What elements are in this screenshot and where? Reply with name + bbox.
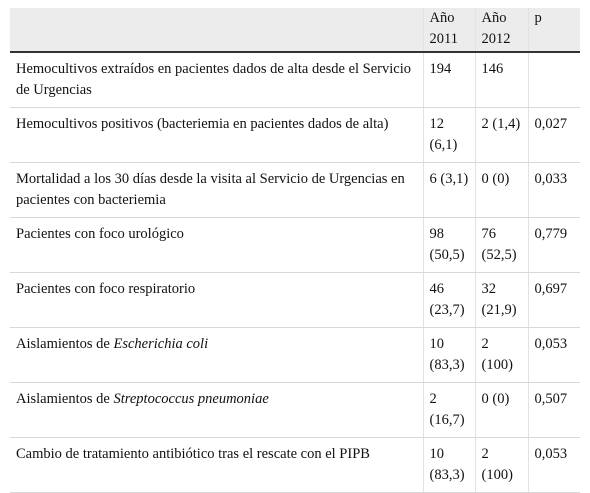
p-value: 0,697 xyxy=(528,273,580,328)
p-value: 0,053 xyxy=(528,438,580,493)
row-label: Mortalidad a los 30 días desde la visita al Servicio de Urgencias en pacientes con bacteriemia xyxy=(10,163,423,218)
results-table xyxy=(10,8,580,493)
p-value: 0,033 xyxy=(528,163,580,218)
header-year-2012: Año 2012 xyxy=(475,8,528,52)
value-2012: 0 (0) xyxy=(475,163,528,218)
table-row xyxy=(10,383,580,438)
value-2011: 6 (3,1) xyxy=(423,163,475,218)
row-label: Hemocultivos extraídos en pacientes dados de alta desde el Servicio de Urgencias xyxy=(10,52,423,108)
header-label-col xyxy=(10,8,423,52)
table-row xyxy=(10,273,580,328)
row-label: Pacientes con foco respiratorio xyxy=(10,273,423,328)
value-2011: 194 xyxy=(423,52,475,108)
header-row xyxy=(10,8,580,52)
row-label: Aislamientos de Streptococcus pneumoniae xyxy=(10,383,423,438)
value-2011: 12 (6,1) xyxy=(423,108,475,163)
table-row xyxy=(10,218,580,273)
value-2011: 10 (83,3) xyxy=(423,328,475,383)
value-2012: 2 (100) xyxy=(475,328,528,383)
row-label: Pacientes con foco urológico xyxy=(10,218,423,273)
p-value: 0,507 xyxy=(528,383,580,438)
row-label: Cambio de tratamiento antibiótico tras el rescate con el PIPB xyxy=(10,438,423,493)
value-2012: 76 (52,5) xyxy=(475,218,528,273)
value-2011: 46 (23,7) xyxy=(423,273,475,328)
value-2011: 10 (83,3) xyxy=(423,438,475,493)
header-year-2011: Año 2011 xyxy=(423,8,475,52)
table-row xyxy=(10,108,580,163)
p-value: 0,027 xyxy=(528,108,580,163)
value-2011: 2 (16,7) xyxy=(423,383,475,438)
value-2011: 98 (50,5) xyxy=(423,218,475,273)
row-label: Hemocultivos positivos (bacteriemia en pacientes dados de alta) xyxy=(10,108,423,163)
value-2012: 2 (1,4) xyxy=(475,108,528,163)
p-value xyxy=(528,52,580,108)
table-row xyxy=(10,328,580,383)
value-2012: 2 (100) xyxy=(475,438,528,493)
p-value: 0,053 xyxy=(528,328,580,383)
value-2012: 32 (21,9) xyxy=(475,273,528,328)
row-label: Aislamientos de Escherichia coli xyxy=(10,328,423,383)
p-value: 0,779 xyxy=(528,218,580,273)
header-p-value: p xyxy=(528,8,580,52)
value-2012: 146 xyxy=(475,52,528,108)
table-row xyxy=(10,52,580,108)
table-row xyxy=(10,438,580,493)
table-row xyxy=(10,163,580,218)
value-2012: 0 (0) xyxy=(475,383,528,438)
